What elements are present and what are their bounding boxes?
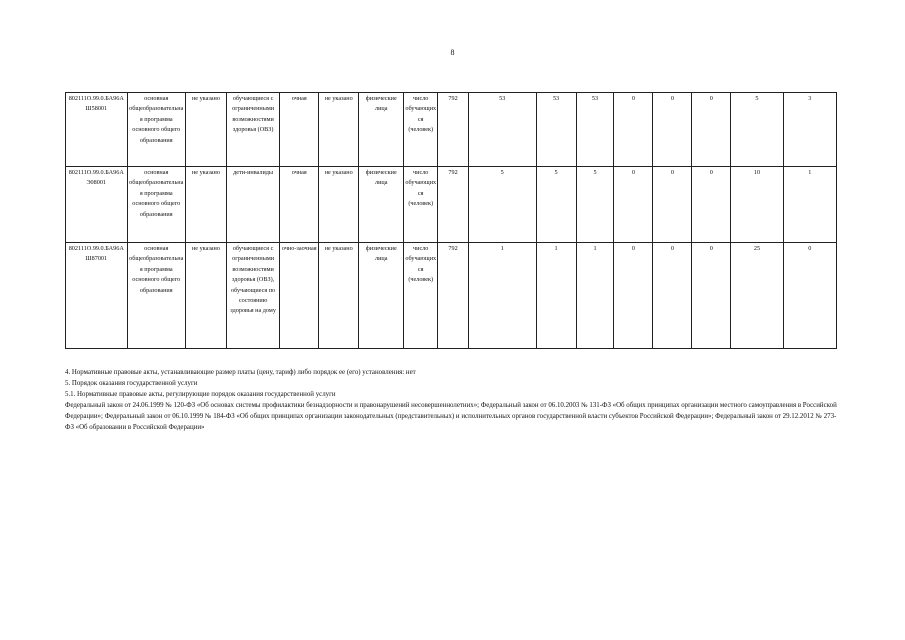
- procedure-heading: 5. Порядок оказания государственной услуги: [65, 379, 198, 387]
- cell-code: 802111О.99.0.БА96АШ58001: [66, 93, 128, 167]
- cell-value: 0: [653, 93, 692, 167]
- cell-students: обучающиеся с ограниченными возможностями здоровья (ОВЗ), обучающиеся по состоянию здоровья на дому: [226, 243, 279, 349]
- cell-value: 5: [731, 93, 783, 167]
- cell-okei: 792: [438, 167, 469, 243]
- cell-persons: физические лица: [359, 167, 404, 243]
- cell-code: 802111О.99.0.БА96АШ87001: [66, 243, 128, 349]
- cell-program: основная общеобразовательная программа основного общего образования: [127, 243, 185, 349]
- cell-program: основная общеобразовательная программа основного общего образования: [127, 167, 185, 243]
- cell-form: очная: [280, 93, 319, 167]
- cell-value: 1: [576, 243, 614, 349]
- cell-value: 5: [536, 167, 576, 243]
- cell-value: 53: [536, 93, 576, 167]
- cell-students: обучающиеся с ограниченными возможностями здоровья (ОВЗ): [226, 93, 279, 167]
- cell-form: очная: [280, 167, 319, 243]
- cell-value: 0: [692, 167, 731, 243]
- regulation-heading: 5.1. Нормативные правовые акты, регулирующие порядок оказания государственной услуги: [65, 390, 336, 398]
- fee-acts-line: 4. Нормативные правовые акты, устанавливающие размер платы (цену, тариф) либо порядок ее (его) установления: нет: [65, 369, 416, 376]
- table-row: [66, 93, 837, 167]
- cell-value: 10: [731, 167, 783, 243]
- cell-value: 0: [614, 93, 653, 167]
- cell-category: не указано: [185, 93, 226, 167]
- cell-persons: физические лица: [359, 243, 404, 349]
- cell-value: 1: [536, 243, 576, 349]
- cell-value: 25: [731, 243, 783, 349]
- table-row: [66, 167, 837, 243]
- cell-value: 0: [783, 243, 836, 349]
- cell-value: 1: [783, 167, 836, 243]
- cell-value: 0: [614, 167, 653, 243]
- cell-value: 0: [653, 243, 692, 349]
- cell-value: 0: [614, 243, 653, 349]
- table-row: [66, 243, 837, 349]
- cell-persons: физические лица: [359, 93, 404, 167]
- cell-indicator: число обучающихся (человек): [404, 93, 438, 167]
- cell-value: 0: [692, 243, 731, 349]
- cell-okei: 792: [438, 93, 469, 167]
- cell-program: основная общеобразовательная программа основного общего образования: [127, 93, 185, 167]
- cell-value: 53: [468, 93, 536, 167]
- service-volume-table: [65, 92, 837, 349]
- cell-period: не указано: [319, 167, 359, 243]
- cell-value: 53: [576, 93, 614, 167]
- cell-category: не указано: [185, 167, 226, 243]
- page-number: 8: [450, 48, 455, 57]
- cell-value: 5: [468, 167, 536, 243]
- cell-value: 3: [783, 93, 836, 167]
- cell-value: 1: [468, 243, 536, 349]
- cell-value: 5: [576, 167, 614, 243]
- cell-category: не указано: [185, 243, 226, 349]
- cell-period: не указано: [319, 243, 359, 349]
- cell-form: очно-заочная: [280, 243, 319, 349]
- cell-period: не указано: [319, 93, 359, 167]
- cell-code: 802111О.99.0.БА96АЭ08001: [66, 167, 128, 243]
- cell-value: 0: [692, 93, 731, 167]
- cell-indicator: число обучающихся (человек): [404, 243, 438, 349]
- cell-okei: 792: [438, 243, 469, 349]
- federal-laws-paragraph: Федеральный закон от 24.06.1999 № 120-ФЗ «Об основах системы профилактики безнадзорности и правонарушений несовершеннолетних»; Федеральный закон от 06.10.2003 № 131-ФЗ «Об общих принципах организации местного самоуправления в Российской Федерации»; Федеральный закон от 06.10.1999 № 184-ФЗ «Об общих принципах организации законодательных (представительных) и исполнительных органов государственной власти субъектов Российской Федерации»; Федеральный закон от 29.12.2012 № 273-ФЗ «Об образовании в Российской Федерации»: [65, 401, 837, 431]
- cell-indicator: число обучающихся (человек): [404, 167, 438, 243]
- legal-text-block: [65, 368, 840, 433]
- cell-value: 0: [653, 167, 692, 243]
- cell-students: дети-инвалиды: [226, 167, 279, 243]
